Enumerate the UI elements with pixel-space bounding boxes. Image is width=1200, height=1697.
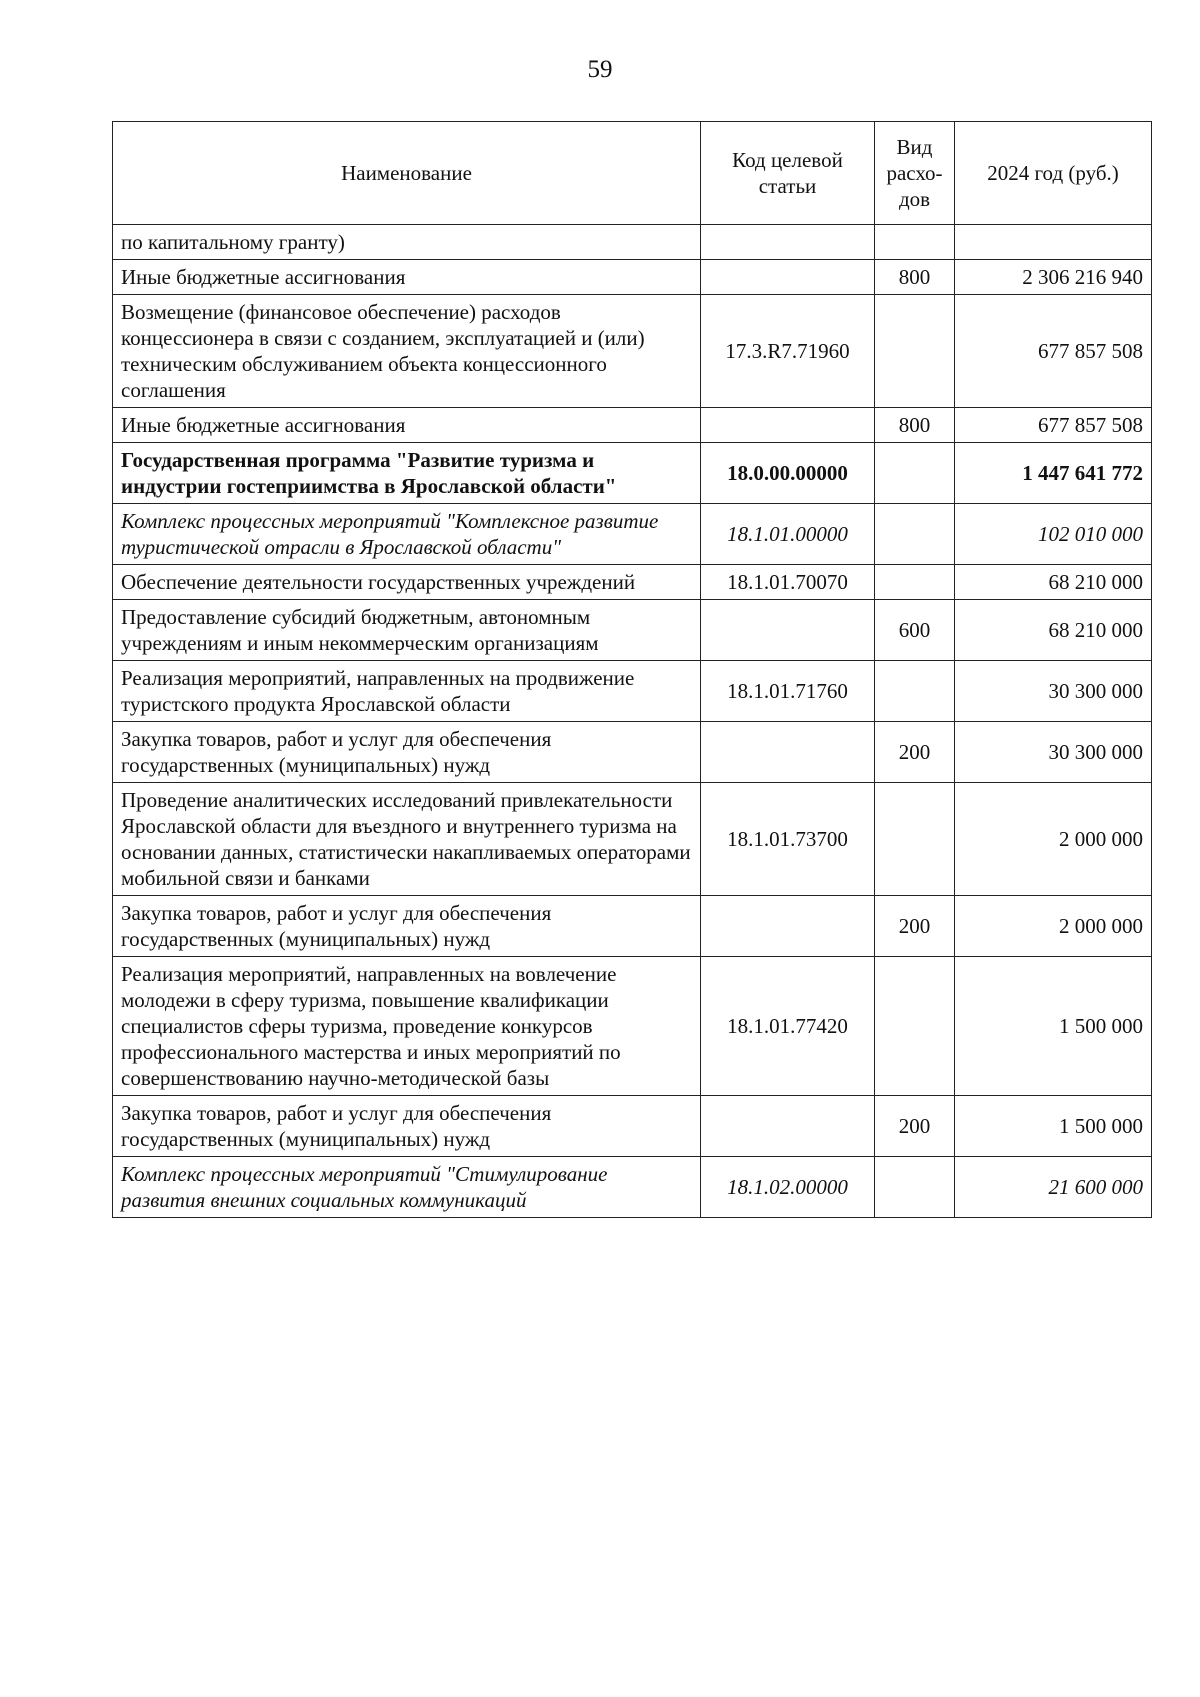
cell-name: Закупка товаров, работ и услуг для обеспечения государственных (муниципальных) нужд — [113, 722, 701, 783]
cell-amount: 21 600 000 — [955, 1157, 1152, 1218]
cell-name: Закупка товаров, работ и услуг для обеспечения государственных (муниципальных) нужд — [113, 896, 701, 957]
cell-code: 18.1.01.77420 — [701, 957, 875, 1096]
header-name: Наименование — [113, 122, 701, 225]
cell-name: Обеспечение деятельности государственных учреждений — [113, 565, 701, 600]
cell-code — [701, 600, 875, 661]
cell-name: Закупка товаров, работ и услуг для обеспечения государственных (муниципальных) нужд — [113, 1096, 701, 1157]
table-row — [113, 722, 1152, 783]
cell-amount: 102 010 000 — [955, 504, 1152, 565]
cell-name: Возмещение (финансовое обеспечение) расходов концессионера в связи с созданием, эксплуатацией и (или) техническим обслуживанием объекта концессионного соглашения — [113, 295, 701, 408]
cell-amount: 1 447 641 772 — [955, 443, 1152, 504]
cell-name: Иные бюджетные ассигнования — [113, 260, 701, 295]
cell-amount — [955, 225, 1152, 260]
cell-type — [875, 957, 955, 1096]
cell-type — [875, 1157, 955, 1218]
cell-amount: 2 306 216 940 — [955, 260, 1152, 295]
table-row — [113, 408, 1152, 443]
cell-code: 18.1.02.00000 — [701, 1157, 875, 1218]
cell-name: по капитальному гранту) — [113, 225, 701, 260]
cell-type — [875, 504, 955, 565]
cell-name: Реализация мероприятий, направленных на продвижение туристского продукта Ярославской области — [113, 661, 701, 722]
table-row — [113, 600, 1152, 661]
cell-code: 18.1.01.00000 — [701, 504, 875, 565]
page-number: 59 — [587, 56, 613, 83]
cell-code: 18.1.01.73700 — [701, 783, 875, 896]
table-row — [113, 260, 1152, 295]
table-row — [113, 295, 1152, 408]
header-type: Вид расхо-дов — [875, 122, 955, 225]
table-row — [113, 957, 1152, 1096]
cell-type: 800 — [875, 260, 955, 295]
cell-type — [875, 225, 955, 260]
table-row — [113, 661, 1152, 722]
cell-amount: 2 000 000 — [955, 896, 1152, 957]
table-row — [113, 565, 1152, 600]
table-row — [113, 1157, 1152, 1218]
cell-code: 18.1.01.71760 — [701, 661, 875, 722]
cell-name: Предоставление субсидий бюджетным, автономным учреждениям и иным некоммерческим организациям — [113, 600, 701, 661]
table-row — [113, 504, 1152, 565]
cell-code — [701, 225, 875, 260]
cell-amount: 677 857 508 — [955, 408, 1152, 443]
cell-type — [875, 443, 955, 504]
cell-type — [875, 565, 955, 600]
cell-code — [701, 1096, 875, 1157]
cell-amount: 68 210 000 — [955, 565, 1152, 600]
cell-amount: 1 500 000 — [955, 957, 1152, 1096]
cell-name: Иные бюджетные ассигнования — [113, 408, 701, 443]
cell-amount: 30 300 000 — [955, 722, 1152, 783]
cell-type — [875, 295, 955, 408]
cell-amount: 30 300 000 — [955, 661, 1152, 722]
cell-type — [875, 661, 955, 722]
cell-code: 18.1.01.70070 — [701, 565, 875, 600]
cell-name: Государственная программа "Развитие туризма и индустрии гостеприимства в Ярославской области" — [113, 443, 701, 504]
cell-amount: 2 000 000 — [955, 783, 1152, 896]
header-amount: 2024 год (руб.) — [955, 122, 1152, 225]
cell-amount: 677 857 508 — [955, 295, 1152, 408]
header-code: Код целевой статьи — [701, 122, 875, 225]
table-row — [113, 783, 1152, 896]
budget-table — [112, 121, 1152, 1218]
cell-code — [701, 896, 875, 957]
cell-name: Комплекс процессных мероприятий "Комплексное развитие туристической отрасли в Ярославской области" — [113, 504, 701, 565]
cell-type: 200 — [875, 722, 955, 783]
cell-code — [701, 722, 875, 783]
table-row — [113, 896, 1152, 957]
cell-type: 200 — [875, 896, 955, 957]
table-header-row — [113, 122, 1152, 225]
cell-amount: 68 210 000 — [955, 600, 1152, 661]
cell-type: 800 — [875, 408, 955, 443]
table-row — [113, 1096, 1152, 1157]
cell-code — [701, 408, 875, 443]
cell-code: 18.0.00.00000 — [701, 443, 875, 504]
cell-type: 600 — [875, 600, 955, 661]
table-row — [113, 225, 1152, 260]
cell-type: 200 — [875, 1096, 955, 1157]
cell-name: Проведение аналитических исследований привлекательности Ярославской области для въездного и внутреннего туризма на основании данных, статистически накапливаемых операторами мобильной связи и банками — [113, 783, 701, 896]
table-row — [113, 443, 1152, 504]
cell-name: Комплекс процессных мероприятий "Стимулирование развития внешних социальных коммуникаций — [113, 1157, 701, 1218]
cell-type — [875, 783, 955, 896]
cell-code: 17.3.R7.71960 — [701, 295, 875, 408]
cell-name: Реализация мероприятий, направленных на вовлечение молодежи в сферу туризма, повышение квалификации специалистов сферы туризма, проведение конкурсов профессионального мастерства и иных мероприятий по совершенствованию научно-методической базы — [113, 957, 701, 1096]
cell-amount: 1 500 000 — [955, 1096, 1152, 1157]
cell-code — [701, 260, 875, 295]
